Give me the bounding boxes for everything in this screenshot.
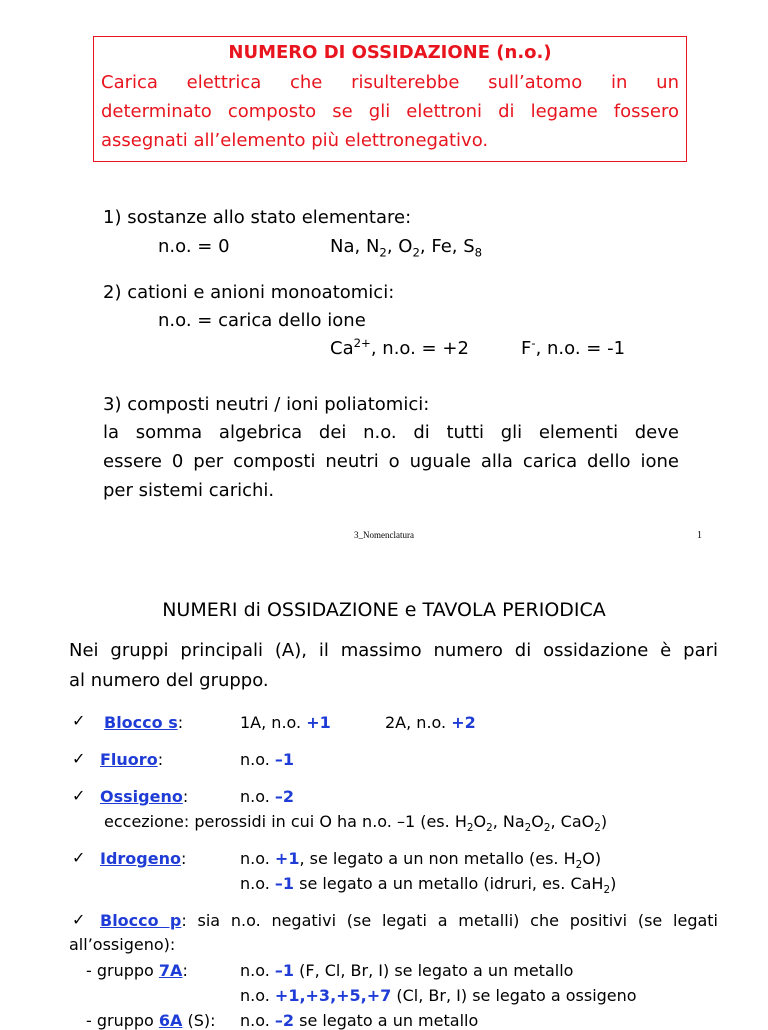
rule-1-value: n.o. = 0 — [158, 236, 230, 257]
blocco-s-2a: 2A, n.o. +2 — [385, 713, 476, 732]
fluoro-label: Fluoro: — [100, 750, 164, 769]
gruppo-6a-label: - gruppo 6A (S): — [86, 1011, 216, 1030]
blocco-p-line-2: all’ossigeno): — [69, 935, 176, 954]
rule-2-heading: 2) cationi e anioni monoatomici: — [103, 282, 395, 303]
rule-1-heading: 1) sostanze allo stato elementare: — [103, 207, 412, 228]
gruppo-7a-line-1: n.o. –1 (F, Cl, Br, I) se legato a un metallo — [240, 961, 574, 980]
idrogeno-label: Idrogeno: — [100, 849, 187, 868]
ossigeno-label: Ossigeno: — [100, 787, 189, 806]
gruppo-7a-line-2: n.o. +1,+3,+5,+7 (Cl, Br, I) se legato a ossigeno — [240, 986, 637, 1005]
definition-line-3: assegnati all’elemento più elettronegativo. — [101, 130, 489, 151]
check-icon: ✓ — [72, 910, 86, 929]
check-icon: ✓ — [72, 749, 86, 768]
definition-line-1: Carica elettrica che risulterebbe sull’atomo in un — [101, 72, 679, 93]
intro-line-1: Nei gruppi principali (A), il massimo numero di ossidazione è pari — [69, 640, 718, 661]
footer-label: 3_Nomenclatura — [354, 530, 414, 540]
check-icon: ✓ — [72, 711, 86, 730]
rule-2-calcium-example: $Ca^{2+}$, n.o. = +2 — [330, 336, 469, 359]
idrogeno-line-2: n.o. –1 se legato a un metallo (idruri, es. CaH$_2$) — [240, 874, 617, 897]
rule-3-heading: 3) composti neutri / ioni poliatomici: — [103, 394, 430, 415]
rule-3-line-1: la somma algebrica dei n.o. di tutti gli elementi deve — [103, 422, 679, 443]
rule-2-value: n.o. = carica dello ione — [158, 310, 366, 331]
blocco-s-label: Blocco s: — [104, 713, 184, 732]
intro-line-2: al numero del gruppo. — [69, 670, 269, 691]
check-icon: ✓ — [72, 786, 86, 805]
ossigeno-exception: eccezione: perossidi in cui O ha n.o. –1 (es. $H_2O_2$, $Na_2O_2$, CaO$_2$) — [104, 812, 608, 835]
rule-3-line-2: essere 0 per composti neutri o uguale alla carica dello ione — [103, 451, 679, 472]
check-icon: ✓ — [72, 848, 86, 867]
slide-2-title: NUMERI di OSSIDAZIONE e TAVOLA PERIODICA — [162, 599, 606, 621]
blocco-s-1a: 1A, n.o. +1 — [240, 713, 331, 732]
definition-line-2: determinato composto se gli elettroni di legame fossero — [101, 101, 679, 122]
fluoro-value: n.o. –1 — [240, 750, 295, 769]
blocco-p-line-1: Blocco p: sia n.o. negativi (se legati a metalli) che positivi (se legati — [100, 911, 718, 930]
definition-title: NUMERO DI OSSIDAZIONE (n.o.) — [228, 42, 552, 63]
idrogeno-line-1: n.o. +1, se legato a un non metallo (es. $H_2O$) — [240, 849, 602, 872]
page-number: 1 — [697, 530, 702, 541]
ossigeno-value: n.o. –2 — [240, 787, 295, 806]
gruppo-6a-line-1: n.o. –2 se legato a un metallo — [240, 1011, 479, 1030]
rule-3-line-3: per sistemi carichi. — [103, 480, 275, 501]
rule-2-fluoride-example: F-, n.o. = -1 — [521, 336, 626, 359]
rule-1-examples: Na, $N_2$, $O_2$, Fe, $S_8$ — [330, 236, 483, 260]
gruppo-7a-label: - gruppo 7A: — [86, 961, 188, 980]
